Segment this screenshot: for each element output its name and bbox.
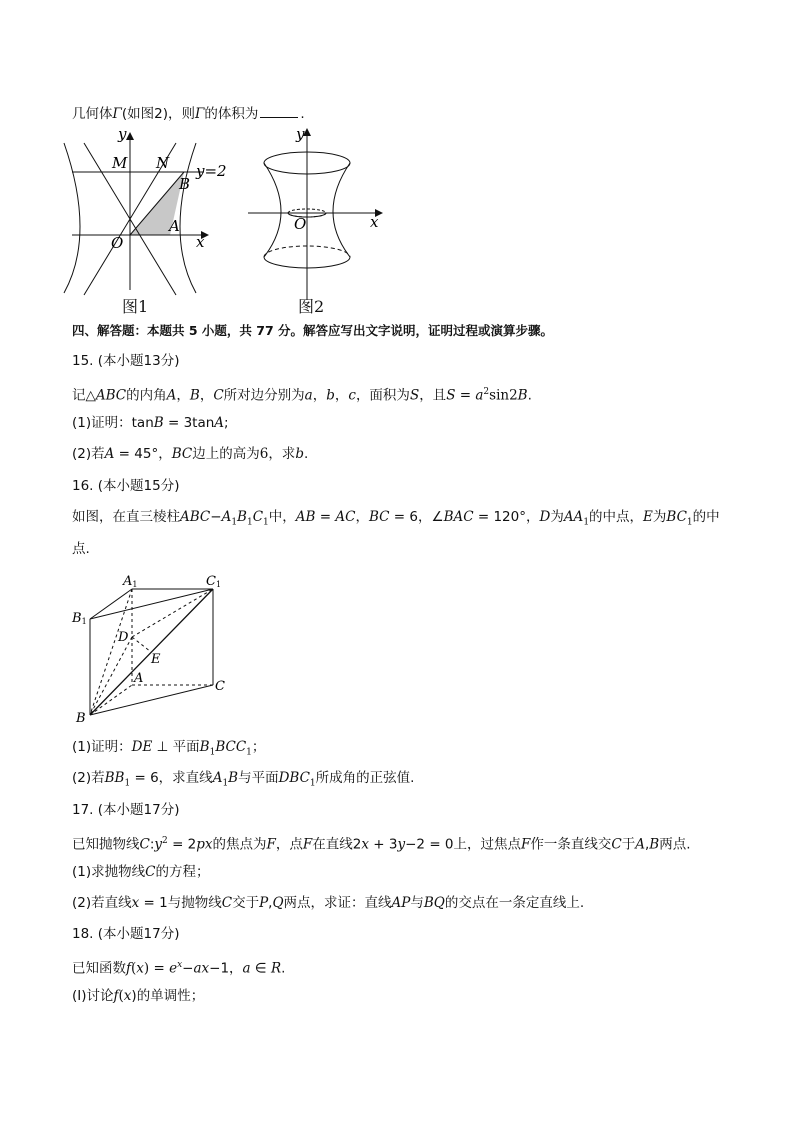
label-O: O <box>294 215 307 233</box>
label-x: x <box>196 233 205 251</box>
figure-1-hyperbola <box>68 125 227 300</box>
label-B1: B <box>72 611 82 626</box>
label-A1: A <box>123 574 133 589</box>
hyperbola-right-branch <box>180 143 196 293</box>
right-profile <box>333 163 350 257</box>
label-C: C <box>215 679 225 694</box>
figure-2-hyperboloid <box>244 125 389 300</box>
q15-part-2: (2)若A = 45°，BC边上的高为6，求b. <box>72 446 309 462</box>
label-E: E <box>151 652 161 667</box>
label-M: M <box>112 154 128 172</box>
segment-DB <box>90 637 132 715</box>
section-heading: 四、解答题：本题共 5 小题，共 77 分。解答应写出文字说明，证明过程或演算步骤。 <box>72 323 554 338</box>
q18-part-1: (Ⅰ)讨论f(x)的单调性； <box>72 988 205 1004</box>
label-B: B <box>179 175 191 193</box>
answer-blank[interactable] <box>260 104 298 118</box>
edge-B1A1 <box>90 589 132 619</box>
label-N: N <box>156 154 170 172</box>
label-line-y2: y=2 <box>196 162 227 180</box>
label-B: B <box>76 711 86 726</box>
label-y: y <box>296 125 305 143</box>
q17-part-2: (2)若直线x = 1与抛物线C交于P,Q两点，求证：直线AP与BQ的交点在一条定直线上. <box>72 895 585 911</box>
q16-part-1: (1)证明：DE ⊥ 平面$B_1BCC_1$； <box>72 739 266 758</box>
label-y: y <box>118 125 127 143</box>
q15-header: 15. (本小题13分) <box>72 353 180 369</box>
segment-A1B <box>90 589 132 715</box>
q16-header: 16. (本小题15分) <box>72 478 180 494</box>
edge-AB <box>90 685 132 715</box>
label-D: D <box>118 630 129 645</box>
q15-part-1: (1)证明：tanB = 3tanA; <box>72 415 229 431</box>
svg-text:B1: B1 <box>72 611 87 626</box>
q16-part-2: (2)若$BB_1 = 6$，求直线$A_1B$与平面$DBC_1$所成角的正弦值. <box>72 770 415 789</box>
q17-header: 17. (本小题17分) <box>72 802 180 818</box>
figure-2-caption: 图2 <box>298 297 325 316</box>
label-C1: C <box>206 574 216 589</box>
label-x: x <box>370 213 379 231</box>
hyperbola-left-branch <box>64 143 80 293</box>
q17-stem: 已知抛物线$C:y^2 = 2px$的焦点为F，点F在直线2x + 3y−2 = 0上，过焦点F作一条直线交C于A,B两点. <box>72 836 691 853</box>
label-A: A <box>134 671 144 686</box>
q16-stem: 如图，在直三棱柱$ABC-A_1B_1C_1$中，AB = AC，BC = 6，∠BAC = 120°，D为$AA_1$的中点，E为$BC_1$的中 <box>72 509 720 528</box>
svg-text:A1: A1 <box>123 574 138 589</box>
q18-header: 18. (本小题17分) <box>72 926 180 942</box>
label-A: A <box>169 217 180 235</box>
figure-3-prism <box>70 570 240 730</box>
q16-stem-cont: 点. <box>72 541 90 557</box>
q17-part-1: (1)求抛物线C的方程； <box>72 864 210 880</box>
question-14-tail: 几何体Γ(如图2)，则Γ的体积为 . <box>72 106 305 122</box>
edge-BC <box>90 685 213 715</box>
figure-1-caption: 图1 <box>122 297 149 316</box>
segment-DE <box>132 637 151 652</box>
svg-text:C1: C1 <box>206 574 222 589</box>
left-profile <box>264 163 281 257</box>
label-O: O <box>111 234 124 252</box>
q18-stem: 已知函数$f(x) = e^x-ax-1$，a ∈ R. <box>72 960 286 977</box>
q15-stem: 记△ABC的内角A，B，C所对边分别为a，b，c，面积为S，且$S = a^2\sin 2B$. <box>72 387 532 404</box>
edge-B1C1 <box>90 589 213 619</box>
